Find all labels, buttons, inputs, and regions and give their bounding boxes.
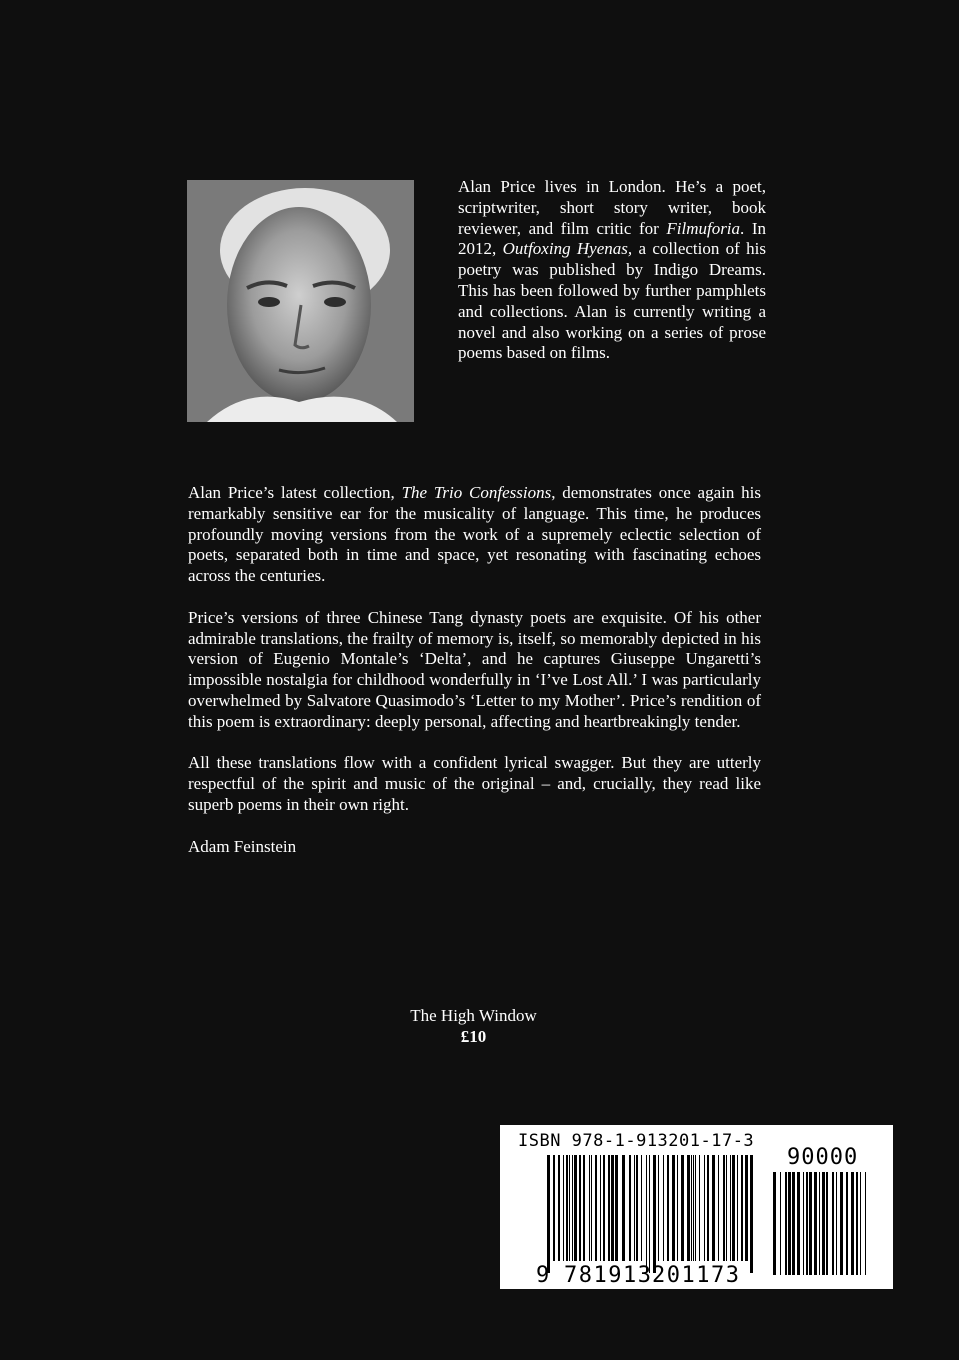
- barcode-bar: [672, 1155, 675, 1261]
- barcode-bar: [681, 1155, 684, 1261]
- ean-group-1: 781913: [564, 1263, 653, 1288]
- review-paragraph-2: Price’s versions of three Chinese Tang dynasty poets are exquisite. Of his other admirable translations, the frailty of memory is, itself, so memorably depicted in his version of Eugenio Montale’s ‘Delta’, and he captures Giuseppe Ungaretti’s impossible nostalgia for childhood wonderfully in ‘I’ve Lost All.’ I was particularly overwhelmed by Salvatore Quasimodo’s ‘Letter to my Mother’. Price’s rendition of this poem is extraordinary: deeply personal, affecting and heartbreakingly tender.: [188, 607, 761, 731]
- barcode-bar: [699, 1155, 700, 1261]
- barcode-bar: [803, 1172, 804, 1275]
- barcode-bar: [695, 1155, 696, 1261]
- barcode-bar: [611, 1155, 614, 1261]
- author-photo: [187, 180, 414, 422]
- barcode-bar: [574, 1155, 577, 1261]
- barcode-bar: [569, 1155, 570, 1261]
- barcode-bar: [663, 1155, 664, 1261]
- barcode-bar: [600, 1155, 601, 1261]
- barcode-bar: [608, 1155, 610, 1261]
- barcode-bar: [646, 1155, 647, 1273]
- barcode-bar: [629, 1155, 631, 1261]
- barcode-bar: [636, 1155, 638, 1261]
- barcode-bar: [851, 1172, 854, 1275]
- barcode-bar: [641, 1155, 642, 1261]
- barcode-bar: [634, 1155, 635, 1261]
- book-title: The Trio Confessions: [401, 483, 552, 502]
- barcode-bar: [723, 1155, 725, 1261]
- barcode-bar: [730, 1155, 731, 1261]
- barcode-bar: [718, 1155, 719, 1261]
- author-bio: Alan Price lives in London. He’s a poet, scriptwriter, short story writer, book reviewer, and film critic for Filmuforia. In 2012, Outfoxing Hyenas, a collection of his poetry was published by Indigo Dreams. This has been followed by further pamphlets and collections. Alan is currently writing a novel and also working on a series of prose poems based on films.: [458, 177, 767, 363]
- barcode-bar: [819, 1172, 820, 1275]
- barcode-bar: [856, 1172, 858, 1275]
- barcode-bar: [832, 1172, 834, 1275]
- ean-group-2: 201173: [652, 1263, 741, 1288]
- barcode-bar: [737, 1155, 738, 1261]
- barcode-bar: [691, 1155, 692, 1261]
- barcode-bar: [745, 1155, 748, 1261]
- barcode-bar: [591, 1155, 592, 1261]
- review-paragraph-1: Alan Price’s latest collection, The Trio Confessions, demonstrates once again his remarkably sensitive ear for the musicality of language. This time, he produces profoundly moving versions from the work of a supremely eclectic selection of poets, separated both in time and space, yet resonating with fascinating echoes across the centuries.: [188, 483, 761, 586]
- publisher-name: The High Window: [410, 1006, 537, 1025]
- isbn-label: ISBN 978-1-913201-17-3: [518, 1131, 755, 1151]
- isbn-barcode: [500, 1125, 893, 1289]
- barcode-bar: [773, 1172, 776, 1275]
- barcode-bar: [836, 1172, 837, 1275]
- ean-lead-digit: 9: [536, 1263, 551, 1288]
- barcode-bar: [622, 1155, 625, 1261]
- addon-bars-group: [773, 1172, 866, 1275]
- barcode-bar: [741, 1155, 743, 1261]
- barcode-bar: [860, 1172, 861, 1275]
- barcode-bar: [687, 1155, 690, 1261]
- barcode-bar: [547, 1155, 550, 1273]
- barcode-bar: [732, 1155, 735, 1261]
- barcode-bar: [563, 1155, 564, 1261]
- barcode-bar: [865, 1172, 866, 1275]
- barcode-bar: [693, 1155, 694, 1261]
- barcode-bar: [750, 1155, 753, 1273]
- publisher-block: [0, 1005, 947, 1047]
- barcode-bar: [788, 1172, 791, 1275]
- barcode-bar: [583, 1155, 585, 1261]
- barcode-bar: [572, 1155, 573, 1261]
- barcode-bar: [809, 1172, 812, 1275]
- barcode-bar: [792, 1172, 795, 1275]
- barcode-bar: [712, 1155, 715, 1261]
- barcode-bar: [615, 1155, 618, 1261]
- barcode-bar: [707, 1155, 709, 1261]
- barcode-bar: [826, 1172, 828, 1275]
- barcode-bar: [677, 1155, 678, 1261]
- author-portrait-graphic: [187, 180, 414, 422]
- barcode-bar: [653, 1155, 656, 1273]
- barcode-bar: [595, 1155, 597, 1261]
- barcode-bar: [840, 1172, 843, 1275]
- barcode-bar: [603, 1155, 605, 1261]
- barcode-bar: [649, 1155, 650, 1273]
- barcode-bar: [822, 1172, 825, 1275]
- review-signature: Adam Feinstein: [188, 836, 297, 856]
- barcode-bar: [846, 1172, 848, 1275]
- addon-digits: 90000: [787, 1145, 859, 1170]
- barcode-bar: [780, 1172, 781, 1275]
- barcode-bar: [814, 1172, 817, 1275]
- barcode-bar: [704, 1155, 705, 1261]
- barcode-bar: [553, 1155, 555, 1261]
- barcode-bar: [785, 1172, 787, 1275]
- review-text: [188, 483, 761, 878]
- barcode-bar: [566, 1155, 568, 1261]
- barcode-bar: [806, 1172, 808, 1275]
- barcode-bar: [726, 1155, 727, 1261]
- barcode-bar: [579, 1155, 581, 1261]
- review-paragraph-3: All these translations flow with a confident lyrical swagger. But they are utterly respectful of the spirit and music of the original – and, crucially, they read like superb poems in their own right.: [188, 753, 761, 814]
- barcode-bar: [667, 1155, 669, 1261]
- barcode-bar: [558, 1155, 560, 1261]
- price: £10: [460, 1027, 487, 1046]
- barcode-bar: [658, 1155, 659, 1261]
- barcode-bar: [797, 1172, 800, 1275]
- barcode-bar: [589, 1155, 590, 1261]
- ean-bars-group: [547, 1155, 753, 1273]
